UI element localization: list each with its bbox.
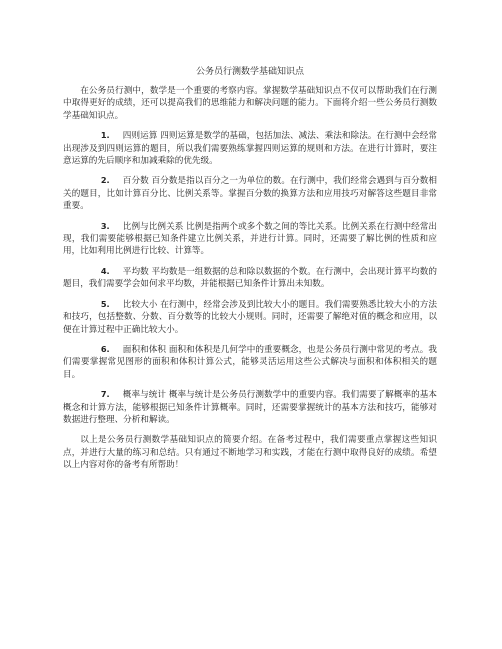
list-item-paragraph (63, 343, 437, 381)
list-item-number: 3. (100, 220, 110, 231)
list-item-text: 概率与统计 概率与统计是公务员行测数学中的重要内容。我们需要了解概率的基本概念和计算方法，能够根据已知条件计算概率。同时，还需要掌握统计的基本方法和技巧，能够对数据进行整理、分析和解读。 (63, 390, 437, 425)
list-item-paragraph (63, 388, 437, 426)
list-item (63, 343, 437, 381)
list-item-number: 6. (100, 343, 110, 354)
list-item (63, 265, 437, 291)
list-item-paragraph (63, 220, 437, 258)
intro-paragraph: 在公务员行测中，数学是一个重要的考察内容。掌握数学基础知识点不仅可以帮助我们在行测中取得更好的成绩，还可以提高我们的思维能力和解决问题的能力。下面将介绍一些公务员行测数学基础知识点。 (63, 86, 437, 121)
list-item-paragraph (63, 174, 437, 212)
list-item-text: 平均数 平均数是一组数据的总和除以数据的个数。在行测中，会出现计算平均数的题目，我们需要学会如何求平均数，并能根据已知条件计算出未知数。 (63, 266, 437, 290)
list-item-text: 四则运算 四则运算是数学的基础，包括加法、减法、乘法和除法。在行测中会经常出现涉及到四则运算的题目，所以我们需要熟练掌握四则运算的规则和方法。在进行计算时，要注意运算的先后顺序和加减乘除的优先级。 (63, 131, 437, 167)
list-item (63, 174, 437, 212)
list-item-paragraph (63, 129, 437, 167)
list-item-paragraph (63, 265, 437, 291)
list-item-text: 面积和体积 面积和体积是几何学中的重要概念，也是公务员行测中常见的考点。我们需要掌握常见图形的面积和体积计算公式，能够灵活运用这些公式解决与面积和体积相关的题目。 (63, 344, 437, 380)
list-item-number: 7. (100, 389, 110, 400)
conclusion-paragraph: 以上是公务员行测数学基础知识点的简要介绍。在备考过程中，我们需要重点掌握这些知识点，并进行大量的练习和总结。只有通过不断地学习和实践，才能在行测中取得良好的成绩。希望以上内容对你的备考有所帮助！ (63, 435, 437, 471)
document-page (63, 66, 437, 472)
list-item-text: 比较大小 在行测中，经常会涉及到比较大小的题目。我们需要熟悉比较大小的方法和技巧，包括整数、分数、百分数等的比较大小规则。同时，还需要了解绝对值的概念和应用，以便在计算过程中正确比较大小。 (63, 299, 437, 335)
list-item-text: 比例与比例关系 比例是指两个或多个数之间的等比关系。比例关系在行测中经常出现，我们需要能够根据已知条件建立比例关系，并进行计算。同时，还需要了解比例的性质和应用，比如利用比例进行比较、计算等。 (63, 221, 437, 257)
list-item (63, 298, 437, 336)
list-item (63, 220, 437, 258)
list-item (63, 129, 437, 167)
document-title: 公务员行测数学基础知识点 (195, 67, 304, 77)
list-item-text: 百分数 百分数是指以百分之一为单位的数。在行测中，我们经常会遇到与百分数相关的题目，比如计算百分比、比例关系等。掌握百分数的换算方法和应用技巧对解答这些题目非常重要。 (63, 176, 437, 212)
list-item-number: 1. (100, 130, 110, 141)
list-item-number: 4. (100, 265, 110, 276)
list-item-number: 5. (100, 298, 110, 309)
list-item (63, 388, 437, 426)
list-item-number: 2. (100, 175, 110, 186)
list-item-paragraph (63, 298, 437, 336)
